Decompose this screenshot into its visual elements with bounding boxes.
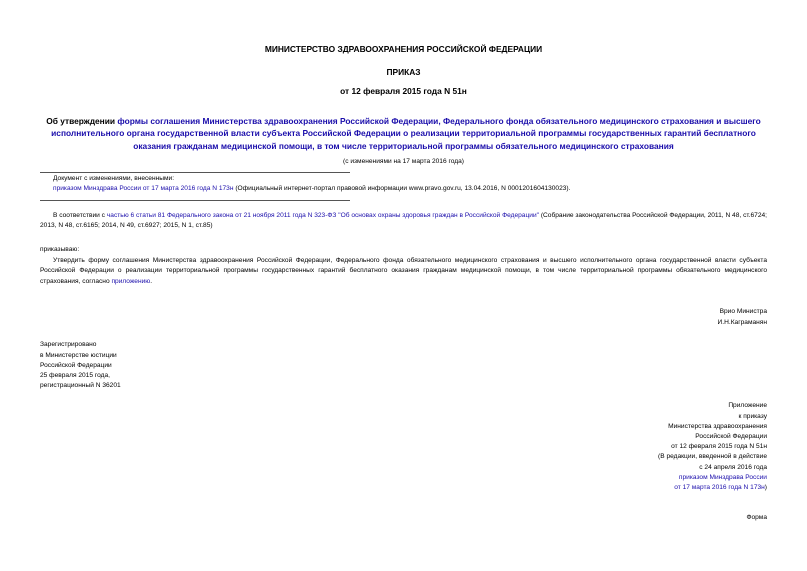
amendments-top-divider	[40, 172, 350, 173]
appendix-line-1: Приложение	[728, 402, 767, 409]
basis-prefix: В соответствии с	[53, 212, 107, 219]
order-date-number: от 12 февраля 2015 года N 51н	[340, 86, 467, 96]
amendments-source: (Официальный интернет-портал правовой информации www.pravo.gov.ru, 13.04.2016, N 0001201604130023).	[233, 185, 571, 192]
basis-suffix: (Собрание законодательства Российской Федерации, 2011, N 48, ст.6724; 2013, N 48, ст.6165; 2014, N 49, ст.6927; 2015, N 1, ст.85)	[40, 212, 767, 230]
appendix-line-3: Министерства здравоохранения	[668, 423, 767, 430]
appendix-link[interactable]: приложению	[111, 277, 151, 285]
order-end: .	[150, 277, 153, 285]
federal-law-link[interactable]: частью 6 статьи 81 Федерального закона от 21 ноября 2011 года N 323-ФЗ "Об основах охраны здоровья граждан в Российской Федерации"	[106, 212, 539, 219]
registration-line-5: регистрационный N 36201	[40, 382, 121, 389]
title-form-link[interactable]: формы соглашения Министерства здравоохранения Российской Федерации, Федерального фонда обязательного медицинского страхования и высшего исполнительного органа государственной власти субъекта Российской Федерации о реализации территориальной программы государственных гарантий бесплатного оказания гражданам медицинской помощи, в том числе территориальной программы обязательного медицинского страхования	[51, 116, 761, 151]
ministry-heading: МИНИСТЕРСТВО ЗДРАВООХРАНЕНИЯ РОССИЙСКОЙ ФЕДЕРАЦИИ	[264, 44, 543, 54]
amending-order-link[interactable]: приказом Минздрава России от 17 марта 2016 года N 173н	[53, 185, 234, 192]
changes-note: (с изменениями на 17 марта 2016 года)	[343, 158, 464, 165]
appendix-link-line-2	[507, 483, 767, 493]
doc-type: ПРИКАЗ	[386, 67, 421, 77]
appendix-line-2: к приказу	[738, 413, 767, 420]
basis-paragraph	[40, 211, 767, 232]
signature-position: Врио Министра	[719, 308, 767, 315]
appendix-link-line-1	[507, 473, 767, 483]
order-text: Утвердить форму соглашения Министерства здравоохранения Российской Федерации, Федерального фонда обязательного медицинского страхования и высшего исполнительного органа государственной власти субъекта Российской Федерации о реализации территориальной программы государственных гарантий бесплатного оказания гражданам медицинской помощи, в том числе территориальной программы обязательного медицинского страхования, согласно	[40, 257, 767, 285]
document-title	[40, 115, 767, 152]
amendments-bottom-divider	[40, 200, 350, 201]
registration-line-1: Зарегистрировано	[40, 341, 97, 348]
appendix-line-7: с 24 апреля 2016 года	[699, 464, 767, 471]
order-label: приказываю:	[40, 246, 80, 253]
form-label: Форма	[746, 514, 767, 521]
registration-line-4: 25 февраля 2015 года,	[40, 372, 110, 379]
appendix-amending-order-link-2[interactable]: от 17 марта 2016 года N 173н	[674, 484, 765, 491]
order-paragraph	[40, 256, 767, 287]
amendments-line	[53, 184, 768, 194]
title-prefix: Об утверждении	[46, 116, 118, 126]
appendix-amending-order-link-1[interactable]: приказом Минздрава России	[678, 474, 767, 481]
appendix-line-5: от 12 февраля 2015 года N 51н	[671, 443, 767, 450]
signature-name: И.Н.Каграманян	[717, 319, 767, 326]
amendments-intro: Документ с изменениями, внесенными:	[53, 175, 175, 182]
appendix-close-paren: )	[764, 484, 767, 491]
registration-line-3: Российской Федерации	[40, 362, 112, 369]
appendix-line-6: (В редакции, введенной в действие	[658, 453, 767, 460]
appendix-line-4: Российской Федерации	[695, 433, 767, 440]
registration-line-2: в Министерстве юстиции	[40, 352, 117, 359]
